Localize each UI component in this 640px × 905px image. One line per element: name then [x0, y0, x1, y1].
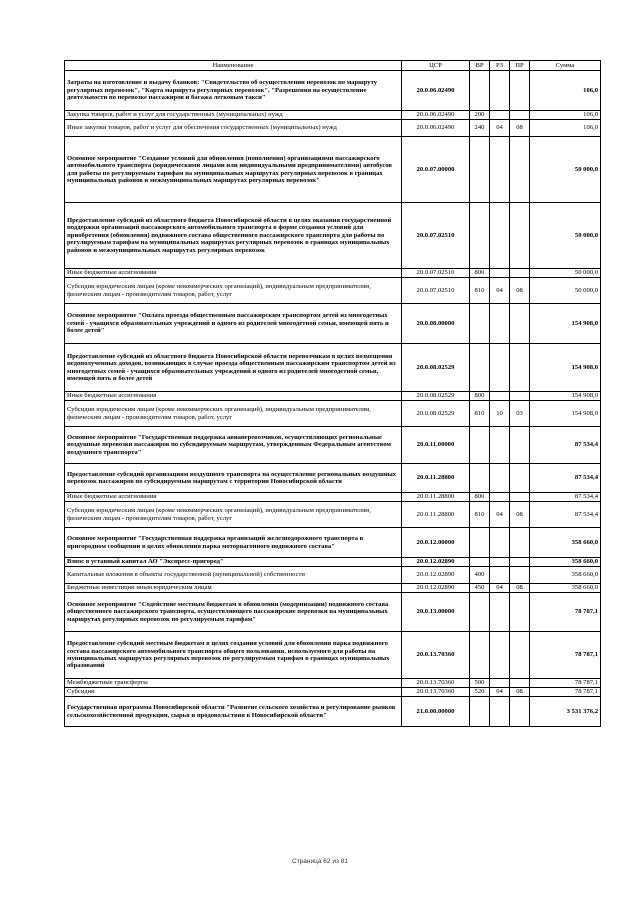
cell-csr: 20.0.08.00000 [402, 304, 470, 344]
table-row [65, 392, 601, 401]
table-row [65, 584, 601, 593]
cell-pr [510, 304, 530, 344]
cell-name: Основное мероприятие "Содействие местным бюджетам в обновлении (модернизации) подвижного состава общественного пассажирского транспорта, осуществляющего пассажирские перевозки на муниципальных маршрутах регулярных перевозок по регулируемым тарифам" [65, 593, 402, 632]
cell-name: Взнос в уставный капитал АО "Экспресс-пригород" [65, 558, 402, 567]
table-row [65, 493, 601, 502]
cell-rz [490, 464, 510, 493]
cell-sum: 358 660,0 [530, 528, 601, 558]
header-name: Наименование [65, 61, 402, 71]
cell-vr: 500 [470, 679, 490, 688]
cell-pr: 03 [510, 401, 530, 427]
cell-sum: 106,0 [530, 111, 601, 120]
cell-csr: 20.0.11.00000 [402, 427, 470, 464]
table-row [65, 203, 601, 269]
cell-rz [490, 304, 510, 344]
cell-pr: 08 [510, 502, 530, 528]
cell-pr [510, 528, 530, 558]
cell-rz [490, 493, 510, 502]
cell-csr: 20.0.07.02510 [402, 278, 470, 304]
table-row [65, 269, 601, 278]
cell-vr [470, 71, 490, 111]
table-row [65, 401, 601, 427]
cell-rz [490, 392, 510, 401]
cell-name: Основное мероприятие "Государственная поддержка авиаперевозчиков, осуществляющих региональные воздушные перевозки пассажиров по субсидируемым маршрутам, утвержденным Федеральным агентством воздушного транспорта" [65, 427, 402, 464]
cell-csr: 20.0.08.02529 [402, 344, 470, 392]
table-row [65, 71, 601, 111]
cell-name: Иные бюджетные ассигнования [65, 269, 402, 278]
cell-csr: 20.0.13.00000 [402, 593, 470, 632]
cell-pr [510, 269, 530, 278]
cell-csr: 20.0.12.00000 [402, 528, 470, 558]
cell-rz [490, 111, 510, 120]
table-row [65, 120, 601, 137]
cell-rz [490, 203, 510, 269]
cell-csr: 20.0.08.02529 [402, 401, 470, 427]
table-row [65, 137, 601, 203]
cell-name: Основное мероприятие "Создание условий для обновления (пополнения) организациями пассажирского автомобильного транспорта (юридическими лицами или индивидуальными предпринимателями) автобусов для работы по регулируемым тарифам на муниципальных маршрутах регулярных перевозок в границах муниципальных районов и межмуниципальных маршрутах регулярных перевозок" [65, 137, 402, 203]
cell-rz [490, 567, 510, 584]
budget-table [64, 60, 601, 727]
cell-pr [510, 493, 530, 502]
cell-name: Основное мероприятие "Государственная поддержка организаций железнодорожного транспорта в пригородном сообщении в целях обновления парка моторвагонного подвижного состава" [65, 528, 402, 558]
cell-name: Капитальные вложения в объекты государственной (муниципальной) собственности [65, 567, 402, 584]
cell-sum: 106,0 [530, 120, 601, 137]
page-number: Страница 62 из 81 [292, 858, 348, 865]
cell-pr [510, 392, 530, 401]
cell-pr [510, 567, 530, 584]
cell-name: Затраты на изготовление и выдачу бланков: "Свидетельство об осуществлении перевозок по маршруту регулярных перевозок", "Карта маршрута регулярных перевозок", "Разрешения на осуществление деятельности по перевозке пассажиров и багажа легковым такси" [65, 71, 402, 111]
cell-vr: 520 [470, 688, 490, 697]
cell-sum: 50 000,0 [530, 203, 601, 269]
table-row [65, 593, 601, 632]
table-row [65, 688, 601, 697]
header-csr: ЦСР [402, 61, 470, 71]
cell-name: Иные бюджетные ассигнования [65, 392, 402, 401]
cell-rz [490, 528, 510, 558]
table-row [65, 558, 601, 567]
cell-sum: 154 908,0 [530, 401, 601, 427]
cell-name: Субсидии юридическим лицам (кроме некоммерческих организаций), индивидуальным предпринимателям, физическим лицам - производителям товаров, работ, услуг [65, 502, 402, 528]
cell-sum: 154 908,0 [530, 304, 601, 344]
cell-pr [510, 427, 530, 464]
table-row [65, 679, 601, 688]
cell-pr [510, 71, 530, 111]
cell-vr: 450 [470, 584, 490, 593]
table-row [65, 502, 601, 528]
cell-vr: 400 [470, 567, 490, 584]
cell-csr: 20.0.11.28800 [402, 464, 470, 493]
cell-vr: 810 [470, 278, 490, 304]
cell-csr: 20.0.07.02510 [402, 269, 470, 278]
cell-vr [470, 427, 490, 464]
cell-rz [490, 593, 510, 632]
cell-rz: 04 [490, 120, 510, 137]
cell-sum: 358 660,0 [530, 558, 601, 567]
table-row [65, 528, 601, 558]
cell-name: Государственная программа Новосибирской области "Развитие сельского хозяйства и регулирование рынков сельскохозяйственной продукции, сырья и продовольствия в Новосибирской области" [65, 697, 402, 727]
cell-rz [490, 137, 510, 203]
cell-pr: 08 [510, 584, 530, 593]
cell-name: Иные бюджетные ассигнования [65, 493, 402, 502]
cell-name: Предоставление субсидий из областного бюджета Новосибирской области перевозчикам в целях возмещения недополученных доходов, возникающих в случае проезда общественным пассажирским транспортом детей из многодетных семей - учащихся образовательных учреждений и одного из родителей многодетной семьи, имеющей пять и более детей [65, 344, 402, 392]
cell-csr: 20.0.12.02890 [402, 584, 470, 593]
cell-sum: 87 534,4 [530, 502, 601, 528]
cell-vr: 800 [470, 392, 490, 401]
cell-name: Межбюджетные трансферты [65, 679, 402, 688]
cell-name: Субсидии [65, 688, 402, 697]
cell-sum: 358 660,0 [530, 567, 601, 584]
cell-pr [510, 593, 530, 632]
cell-csr: 20.0.13.70360 [402, 688, 470, 697]
cell-vr [470, 632, 490, 679]
cell-vr [470, 304, 490, 344]
cell-name: Бюджетные инвестиции иным юридическим лицам [65, 584, 402, 593]
cell-csr: 21.0.00.00000 [402, 697, 470, 727]
cell-sum: 87 534,4 [530, 493, 601, 502]
table-row [65, 567, 601, 584]
cell-rz: 04 [490, 278, 510, 304]
cell-sum: 50 000,0 [530, 278, 601, 304]
cell-vr: 810 [470, 502, 490, 528]
cell-pr [510, 679, 530, 688]
table-row [65, 304, 601, 344]
table-row [65, 278, 601, 304]
cell-vr [470, 464, 490, 493]
cell-sum: 87 534,4 [530, 427, 601, 464]
header-rz: РЗ [490, 61, 510, 71]
cell-rz [490, 71, 510, 111]
cell-vr: 800 [470, 493, 490, 502]
cell-sum: 78 787,1 [530, 688, 601, 697]
cell-vr [470, 593, 490, 632]
cell-name: Предоставление субсидий из областного бюджета Новосибирской области в целях оказания государственной поддержки организаций пассажирского автомобильного транспорта в форме создания условий для приобретения (обновления) подвижного состава общественного пассажирского транспорта для работы по регулируемым тарифам на муниципальных маршрутах регулярных перевозок в границах муниципальных районов и межмуниципальных маршрутах регулярных перевозок [65, 203, 402, 269]
cell-vr: 200 [470, 111, 490, 120]
cell-rz [490, 344, 510, 392]
cell-sum: 78 787,1 [530, 679, 601, 688]
table-row [65, 697, 601, 727]
cell-rz: 04 [490, 502, 510, 528]
cell-name: Предоставление субсидий местным бюджетам в целях создания условий для обновления парка подвижного состава пассажирского автомобильного транспорта общего пользования, используемого для работы на муниципальных маршрутах регулярных перевозок по регулируемым тарифам в границах муниципальных образований [65, 632, 402, 679]
cell-csr: 20.0.13.70360 [402, 632, 470, 679]
cell-vr [470, 203, 490, 269]
cell-csr: 20.0.12.02890 [402, 558, 470, 567]
cell-rz: 04 [490, 688, 510, 697]
cell-pr [510, 137, 530, 203]
cell-sum: 78 787,1 [530, 593, 601, 632]
cell-sum: 358 660,0 [530, 584, 601, 593]
cell-csr: 20.0.11.28800 [402, 493, 470, 502]
table-row [65, 632, 601, 679]
cell-sum: 154 908,0 [530, 344, 601, 392]
cell-pr: 08 [510, 120, 530, 137]
table-body [65, 71, 601, 727]
cell-name: Субсидии юридическим лицам (кроме некоммерческих организаций), индивидуальным предпринимателям, физическим лицам - производителям товаров, работ, услуг [65, 278, 402, 304]
cell-pr [510, 697, 530, 727]
cell-csr: 20.0.06.02490 [402, 111, 470, 120]
cell-csr: 20.0.11.28800 [402, 502, 470, 528]
cell-vr [470, 344, 490, 392]
cell-rz [490, 269, 510, 278]
cell-csr: 20.0.07.00000 [402, 137, 470, 203]
cell-sum: 106,0 [530, 71, 601, 111]
cell-pr [510, 203, 530, 269]
cell-sum: 154 908,0 [530, 392, 601, 401]
cell-pr [510, 464, 530, 493]
cell-pr: 08 [510, 278, 530, 304]
cell-rz [490, 697, 510, 727]
cell-pr [510, 558, 530, 567]
cell-rz [490, 427, 510, 464]
cell-rz [490, 632, 510, 679]
cell-name: Предоставление субсидий организациям воздушного транспорта на осуществление региональных воздушных перевозок пассажиров по субсидируемым маршрутам с территории Новосибирской области [65, 464, 402, 493]
cell-name: Иные закупки товаров, работ и услуг для обеспечения государственных (муниципальных) нужд [65, 120, 402, 137]
cell-sum: 50 000,0 [530, 137, 601, 203]
cell-rz: 04 [490, 584, 510, 593]
cell-csr: 20.0.07.02510 [402, 203, 470, 269]
cell-vr: 800 [470, 269, 490, 278]
cell-vr [470, 528, 490, 558]
cell-csr: 20.0.08.02529 [402, 392, 470, 401]
table-row [65, 427, 601, 464]
cell-vr: 240 [470, 120, 490, 137]
table-row [65, 111, 601, 120]
cell-csr: 20.0.06.02490 [402, 71, 470, 111]
cell-vr [470, 697, 490, 727]
header-sum: Сумма [530, 61, 601, 71]
cell-rz [490, 679, 510, 688]
budget-table-container [64, 60, 600, 727]
cell-name: Субсидии юридическим лицам (кроме некоммерческих организаций), индивидуальным предпринимателям, физическим лицам - производителям товаров, работ, услуг [65, 401, 402, 427]
cell-vr [470, 558, 490, 567]
table-row [65, 344, 601, 392]
cell-rz [490, 558, 510, 567]
cell-rz: 10 [490, 401, 510, 427]
cell-pr [510, 632, 530, 679]
cell-csr: 20.0.12.02890 [402, 567, 470, 584]
header-pr: ПР [510, 61, 530, 71]
cell-csr: 20.0.13.70360 [402, 679, 470, 688]
cell-vr: 810 [470, 401, 490, 427]
cell-pr: 08 [510, 688, 530, 697]
header-vr: ВР [470, 61, 490, 71]
cell-sum: 3 531 376,2 [530, 697, 601, 727]
table-header-row [65, 61, 601, 71]
cell-pr [510, 111, 530, 120]
cell-name: Закупка товаров, работ и услуг для государственных (муниципальных) нужд [65, 111, 402, 120]
cell-name: Основное мероприятие "Оплата проезда общественным пассажирским транспортом детей из многодетных семей - учащихся образовательных учреждений и одного из родителей многодетной семьи, имеющей пять и более детей" [65, 304, 402, 344]
cell-sum: 87 534,4 [530, 464, 601, 493]
cell-pr [510, 344, 530, 392]
table-row [65, 464, 601, 493]
cell-sum: 50 000,0 [530, 269, 601, 278]
cell-vr [470, 137, 490, 203]
cell-csr: 20.0.06.02490 [402, 120, 470, 137]
cell-sum: 78 787,1 [530, 632, 601, 679]
